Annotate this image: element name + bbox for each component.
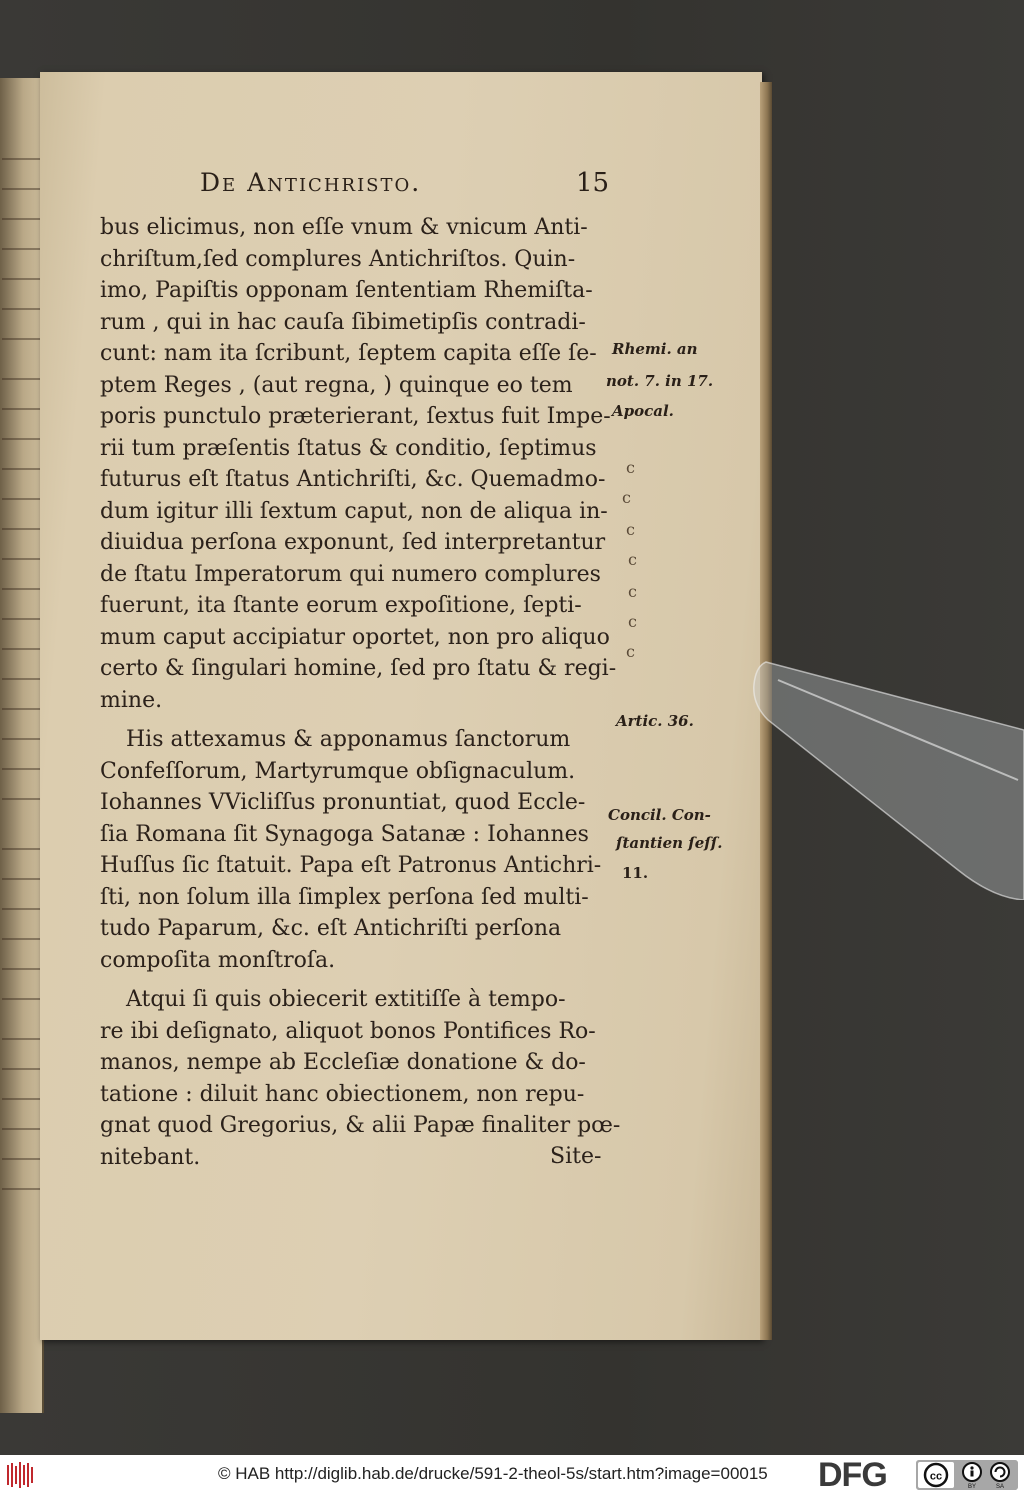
text-line: mum caput accipiatur oportet, non pro aliquo xyxy=(100,624,610,650)
pen-mark: c xyxy=(626,520,635,539)
margin-note: not. 7. in 17. xyxy=(606,372,714,390)
facing-page-edge xyxy=(0,78,44,1413)
text-line: manos, nempe ab Eccleſiæ donatione & do- xyxy=(100,1050,586,1075)
margin-note: ſtantien ſeſſ. xyxy=(616,834,723,852)
paragraph-2 xyxy=(100,724,620,976)
catchword: Site- xyxy=(550,1144,602,1169)
svg-text:cc: cc xyxy=(929,1470,943,1483)
text-line: nitebant. xyxy=(100,1144,201,1170)
paragraph-3 xyxy=(100,984,620,1173)
text-line: compoſita monſtroſa. xyxy=(100,947,336,973)
text-line: Atqui ſi quis obiecerit extitiſſe à tempo- xyxy=(126,987,566,1012)
text-line: His attexamus & apponamus ſanctorum xyxy=(126,727,571,752)
text-line: cunt: nam ita ſcribunt, ſeptem capita eſſe ſe- xyxy=(100,341,597,366)
margin-note: Concil. Con- xyxy=(608,806,711,824)
text-line: tudo Paparum, &c. eſt Antichriſti perſona xyxy=(100,916,562,941)
text-line: poris punctulo præterierant, ſextus fuit Impe- xyxy=(100,404,611,429)
text-line: tatione : diluit hanc obiectionem, non repu- xyxy=(100,1081,585,1107)
text-line: ptem Reges , (aut regna, ) quinque eo tem xyxy=(100,372,573,398)
footer-bar xyxy=(0,1455,1024,1495)
pen-mark: c xyxy=(626,642,635,661)
pen-mark: c xyxy=(628,612,637,631)
pen-mark: c xyxy=(628,582,637,601)
text-line: fuerunt, ita ſtante eorum expoſitione, ſepti- xyxy=(100,593,582,618)
svg-text:BY: BY xyxy=(967,1484,977,1490)
hab-logo-icon xyxy=(6,1461,36,1489)
body-text xyxy=(100,212,620,1173)
paragraph-1 xyxy=(100,212,620,716)
margin-note: Artic. 36. xyxy=(616,712,694,730)
cc-by-sa-icon xyxy=(916,1460,1018,1490)
text-line: bus elicimus, non eſſe vnum & vnicum Anti- xyxy=(100,215,588,240)
source-credit: © HAB http://diglib.hab.de/drucke/591-2-theol-5s/start.htm?image=00015 xyxy=(218,1464,768,1483)
text-line: rii tum præſentis ſtatus & conditio, ſeptimus xyxy=(100,435,597,461)
text-line: ſti, non ſolum illa ſimplex perſona ſed multi- xyxy=(100,884,589,910)
page-number: 15 xyxy=(576,168,610,198)
text-line: Confeſſorum, Martyrumque obſignaculum. xyxy=(100,758,576,784)
text-line: de ſtatu Imperatorum qui numero complures xyxy=(100,561,601,587)
text-line: dum igitur illi ſextum caput, non de aliqua in- xyxy=(100,498,608,524)
text-line: imo, Papiſtis opponam ſententiam Rhemiſta- xyxy=(100,278,593,303)
pen-mark: c xyxy=(622,488,631,507)
margin-note: Rhemi. an xyxy=(612,340,698,358)
text-line: Huſſus ſic ſtatuit. Papa eſt Patronus Antichri- xyxy=(100,853,602,878)
text-line: futurus eſt ſtatus Antichriſti, &c. Quemadmo- xyxy=(100,467,606,492)
svg-text:SA: SA xyxy=(995,1484,1005,1490)
dfg-logo: DFG xyxy=(818,1456,887,1494)
pen-mark: c xyxy=(628,550,637,569)
pen-mark: c xyxy=(626,458,635,477)
margin-note: 11. xyxy=(622,864,649,882)
text-line: re ibi deſignato, aliquot bonos Pontifices Ro- xyxy=(100,1018,596,1044)
text-line: Iohannes VVicliſſus pronuntiat, quod Eccle- xyxy=(100,790,586,815)
running-head: De Antichristo. xyxy=(200,168,422,197)
text-line: mine. xyxy=(100,687,163,713)
text-line: diuidua perſona exponunt, ſed interpretantur xyxy=(100,530,606,555)
text-line: chriſtum,ſed complures Antichriſtos. Quin- xyxy=(100,246,576,272)
text-line: rum , qui in hac cauſa ſibimetipſis contradi- xyxy=(100,309,586,335)
glass-page-weight xyxy=(748,660,1024,900)
text-line: gnat quod Gregorius, & alii Papæ finaliter pœ- xyxy=(100,1113,620,1138)
text-line: certo & ſingulari homine, ſed pro ſtatu & regi- xyxy=(100,656,617,681)
text-line: ſia Romana ſit Synagoga Satanæ : Iohannes xyxy=(100,821,589,847)
margin-note: Apocal. xyxy=(612,402,674,420)
